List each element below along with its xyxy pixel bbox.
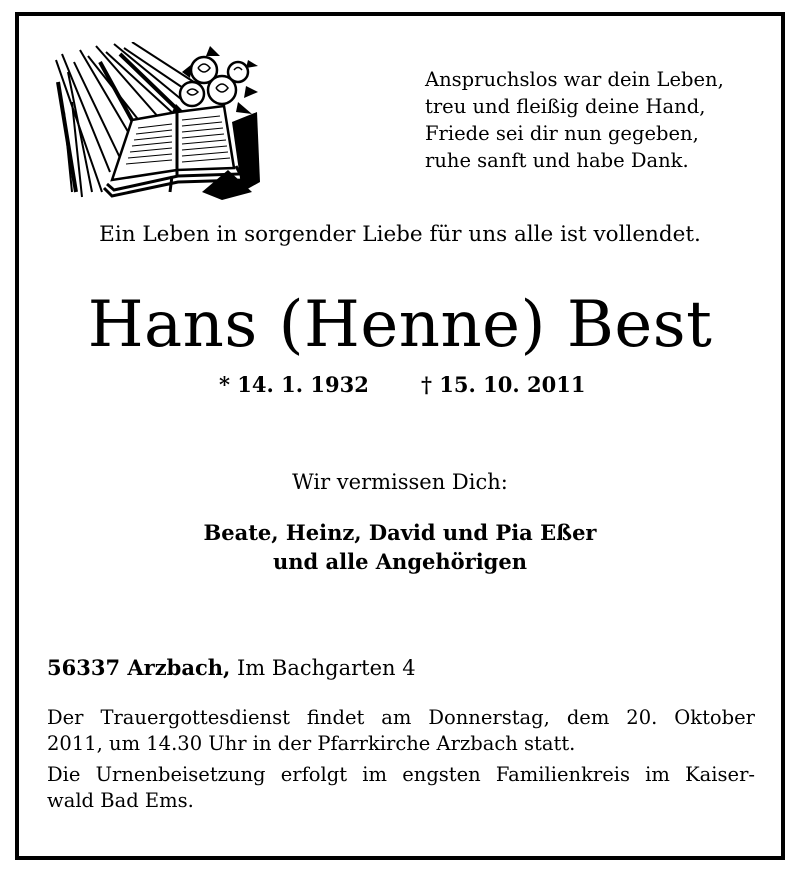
address-street: Im Bachgarten 4: [237, 656, 416, 680]
family-names: [0, 518, 800, 576]
burial-info: [47, 762, 755, 814]
address: [47, 655, 416, 680]
poem-line: Friede sei dir nun gegeben,: [425, 122, 699, 145]
family-line: Beate, Heinz, David und Pia Eßer: [203, 520, 597, 545]
intro-text: Ein Leben in sorgender Liebe für uns alle ist vollendet.: [99, 222, 701, 247]
miss-text: Wir vermissen Dich:: [292, 470, 508, 494]
burial-line: wald Bad Ems.: [47, 789, 194, 812]
death-date: † 15. 10. 2011: [421, 372, 586, 397]
address-city: 56337 Arzbach,: [47, 655, 231, 680]
poem-line: Anspruchslos war dein Leben,: [425, 68, 724, 91]
poem-line: ruhe sanft und habe Dank.: [425, 149, 689, 172]
service-line: 2011, um 14.30 Uhr in der Pfarrkirche Arzbach statt.: [47, 732, 576, 755]
burial-line: Die Urnenbeisetzung erfolgt im engsten Familienkreis im Kaiser-: [47, 763, 755, 786]
service-info: [47, 705, 755, 757]
poem-line: treu und fleißig deine Hand,: [425, 95, 706, 118]
service-line: Der Trauergottesdienst findet am Donnerstag, dem 20. Oktober: [47, 706, 755, 729]
deceased-name: Hans (Henne) Best: [87, 288, 713, 362]
poem: [425, 66, 724, 174]
birth-date: * 14. 1. 1932: [219, 372, 369, 397]
family-line: und alle Angehörigen: [273, 549, 527, 574]
open-book-with-roses-icon: [52, 42, 262, 202]
